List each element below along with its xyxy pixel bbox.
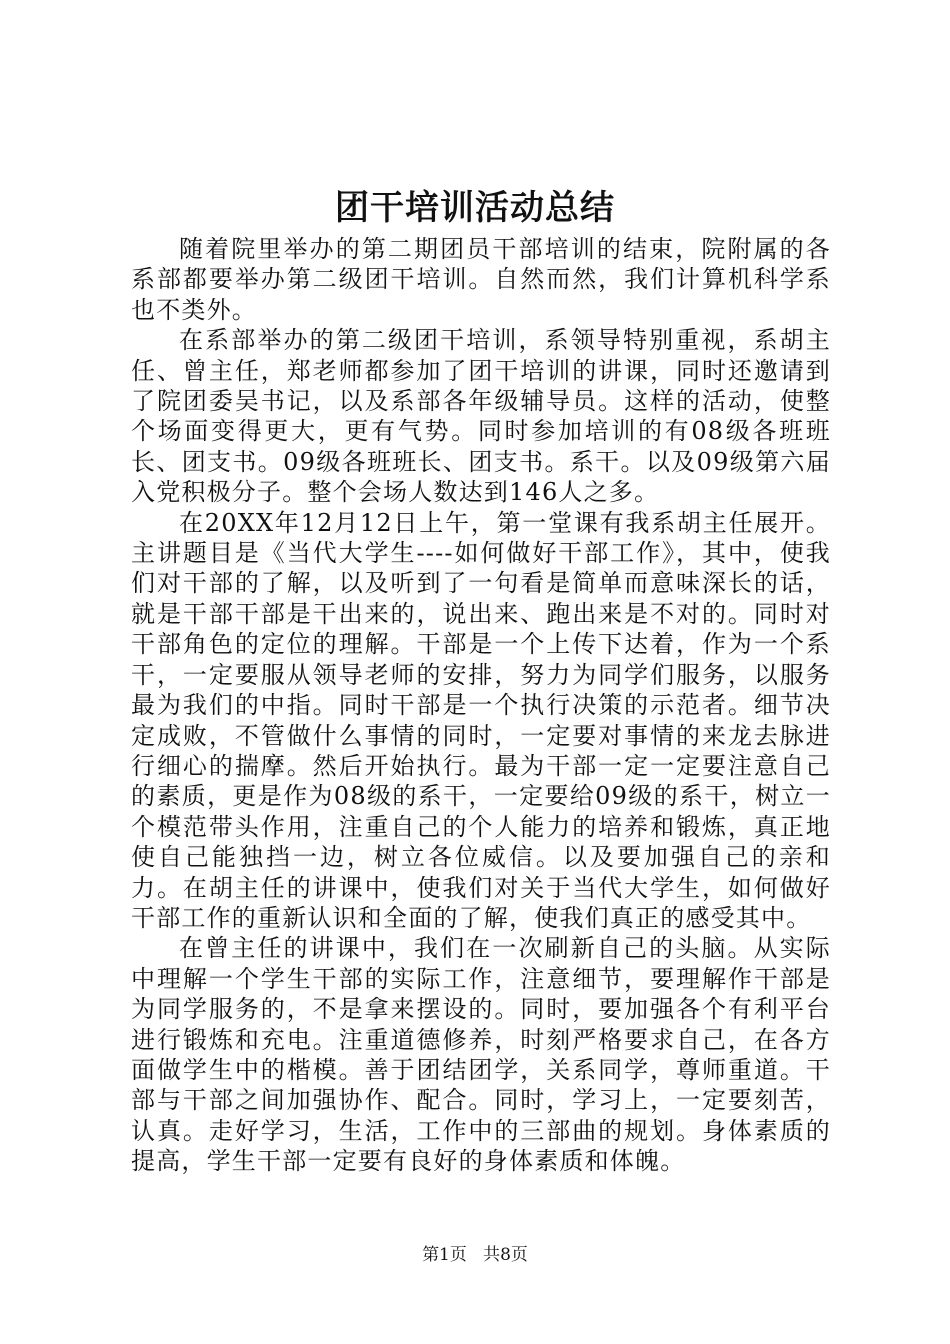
page-total: 共8页 bbox=[483, 1245, 528, 1265]
paragraph-2: 在系部举办的第二级团干培训，系领导特别重视，系胡主任、曾主任，郑老师都参加了团干培训的讲课，同时还邀请到了院团委吴书记，以及系部各年级辅导员。这样的活动，使整个场面变得更大，更有气势。同时参加培训的有08级各班班长、团支书。09级各班班长、团支书。系干。以及09级第六届入党积极分子。整个会场人数达到146人之多。 bbox=[131, 326, 831, 507]
paragraph-3: 在20XX年12月12日上午，第一堂课有我系胡主任展开。主讲题目是《当代大学生----如何做好干部工作》，其中，使我们对干部的了解，以及听到了一句看是简单而意味深长的话，就是干部干部是干出来的，说出来、跑出来是不对的。同时对干部角色的定位的理解。干部是一个上传下达着，作为一个系干，一定要服从领导老师的安排，努力为同学们服务，以服务最为我们的中指。同时干部是一个执行决策的示范者。细节决定成败，不管做什么事情的同时，一定要对事情的来龙去脉进行细心的揣摩。然后开始执行。最为干部一定一定要注意自己的素质，更是作为08级的系干，一定要给09级的系干，树立一个模范带头作用，注重自己的个人能力的培养和锻炼，真正地使自己能独挡一边，树立各位威信。以及要加强自己的亲和力。在胡主任的讲课中，使我们对关于当代大学生，如何做好干部工作的重新认识和全面的了解，使我们真正的感受其中。 bbox=[131, 508, 831, 932]
paragraph-4: 在曾主任的讲课中，我们在一次刷新自己的头脑。从实际中理解一个学生干部的实际工作，注意细节，要理解作干部是为同学服务的，不是拿来摆设的。同时，要加强各个有利平台进行锻炼和充电。注重道德修养，时刻严格要求自己，在各方面做学生中的楷模。善于团结团学，关系同学，尊师重道。干部与干部之间加强协作、配合。同时，学习上，一定要刻苦，认真。走好学习，生活，工作中的三部曲的规划。身体素质的提高，学生干部一定要有良好的身体素质和体魄。 bbox=[131, 934, 831, 1176]
paragraph-1: 随着院里举办的第二期团员干部培训的结束，院附属的各系部都要举办第二级团干培训。自然而然，我们计算机科学系也不类外。 bbox=[131, 235, 831, 324]
page-number: 第1页 bbox=[422, 1245, 467, 1265]
document-body bbox=[131, 234, 831, 1177]
page-separator bbox=[472, 1245, 477, 1265]
page-footer bbox=[0, 1243, 950, 1267]
document-title: 团干培训活动总结 bbox=[335, 188, 615, 228]
